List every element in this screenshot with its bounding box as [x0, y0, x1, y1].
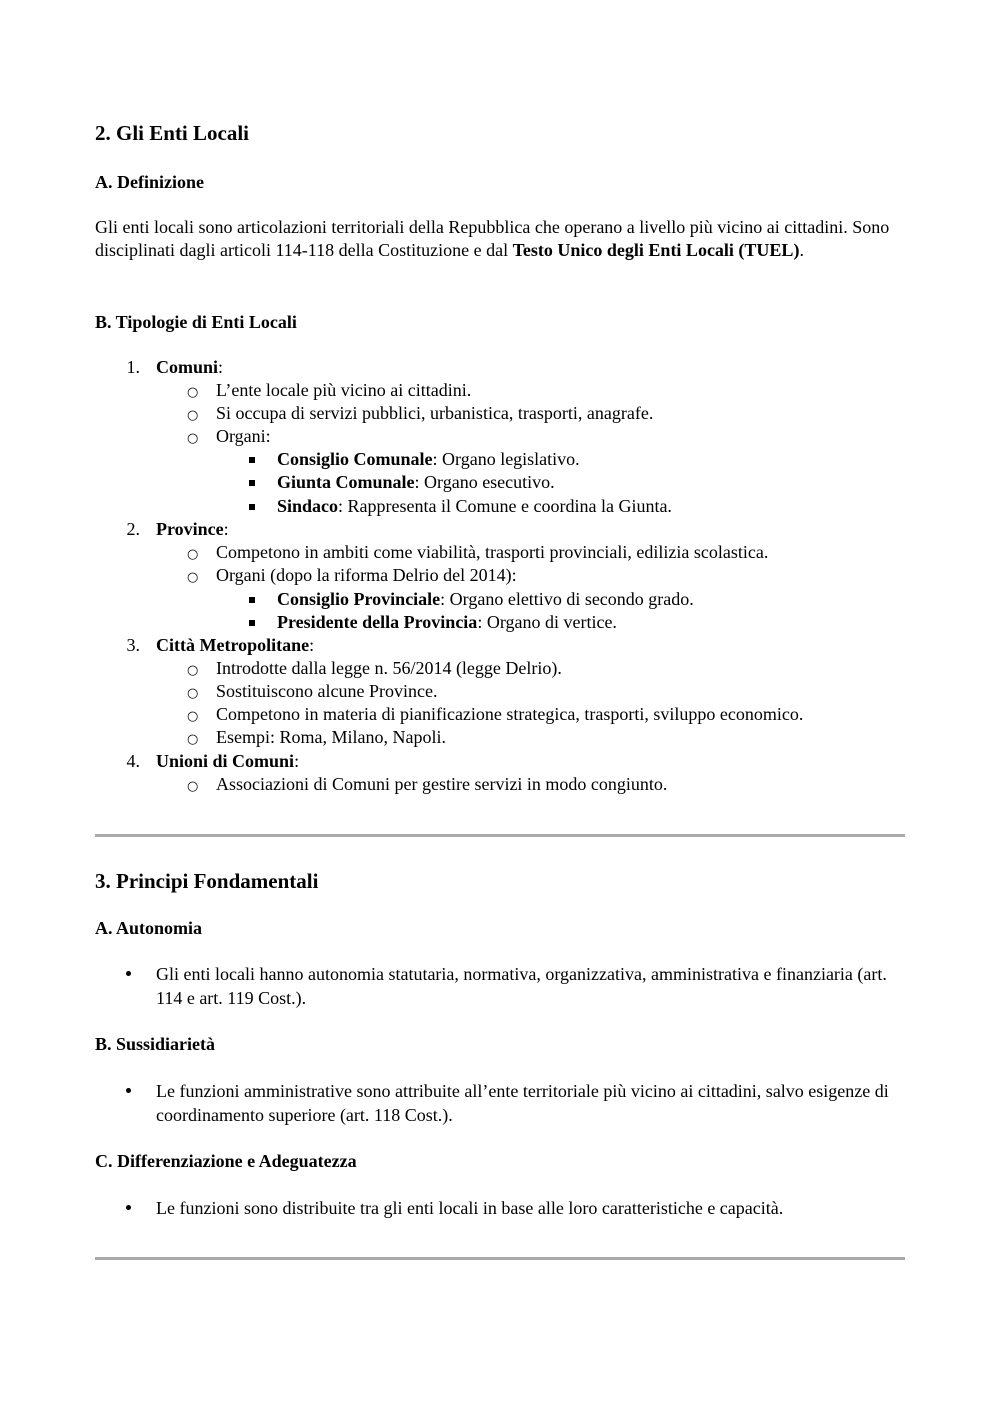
section-divider — [95, 1257, 905, 1260]
list-item-comuni — [156, 356, 223, 379]
list-number: 2. — [126, 519, 140, 539]
section-3-title: 3. Principi Fondamentali — [95, 869, 319, 893]
subsection-autonomia-title: A. Autonomia — [95, 918, 203, 938]
definition-paragraph — [95, 216, 905, 262]
type-name: Città Metropolitane — [156, 635, 310, 655]
square-bullet-icon — [249, 480, 255, 486]
colon: : — [294, 751, 300, 771]
square-bullet-icon — [249, 457, 255, 463]
subsection-differenziazione-title: C. Differenziazione e Adeguatezza — [95, 1151, 357, 1171]
list-subitem: Si occupa di servizi pubblici, urbanistica, trasporti, anagrafe. — [216, 403, 654, 423]
list-subitem: Esempi: Roma, Milano, Napoli. — [216, 727, 446, 747]
section-2-title: 2. Gli Enti Locali — [95, 121, 250, 145]
differenziazione-bullet-text: Le funzioni sono distribuite tra gli enti locali in base alle loro caratteristiche e capacità. — [156, 1198, 784, 1218]
organ-item — [277, 588, 694, 611]
circle-bullet-icon: ○ — [187, 385, 199, 400]
list-subitem: Competono in ambiti come viabilità, trasporti provinciali, edilizia scolastica. — [216, 542, 769, 562]
circle-bullet-icon: ○ — [187, 547, 199, 562]
list-subitem: Associazioni di Comuni per gestire servizi in modo congiunto. — [216, 774, 668, 794]
subsection-sussidiarieta-title: B. Sussidiarietà — [95, 1034, 216, 1054]
type-name: Province — [156, 519, 224, 539]
organ-desc: : Rappresenta il Comune e coordina la Giunta. — [338, 496, 672, 516]
organ-name: Giunta Comunale — [277, 472, 415, 492]
autonomia-bullet-text: Gli enti locali hanno autonomia statutaria, normativa, organizzativa, amministrativa e finanziaria (art. 114 e art. 119 Cost.). — [156, 964, 887, 1008]
circle-bullet-icon: ○ — [187, 663, 199, 678]
square-bullet-icon — [249, 597, 255, 603]
organ-name: Presidente della Provincia — [277, 612, 478, 632]
circle-bullet-icon: ○ — [187, 570, 199, 585]
definition-text: Gli enti locali sono articolazioni territoriali della Repubblica che operano a livello più vicino ai cittadini. Sono disciplinati dagli articoli 114-118 della Costituzione e dal — [95, 217, 890, 260]
list-number: 3. — [126, 635, 140, 655]
list-subitem: Organi: — [216, 426, 271, 446]
colon: : — [309, 635, 315, 655]
list-item-unioni-di-comuni — [156, 750, 299, 773]
bullet-dot-icon — [126, 1205, 131, 1210]
bullet-dot-icon — [126, 1088, 131, 1093]
square-bullet-icon — [249, 620, 255, 626]
organ-desc: : Organo legislativo. — [432, 449, 580, 469]
type-name: Comuni — [156, 357, 219, 377]
organ-desc: : Organo di vertice. — [477, 612, 617, 632]
organ-name: Sindaco — [277, 496, 339, 516]
organ-name: Consiglio Comunale — [277, 449, 433, 469]
colon: : — [218, 357, 224, 377]
list-subitem: L’ente locale più vicino ai cittadini. — [216, 380, 472, 400]
definition-text-end: . — [799, 240, 804, 260]
circle-bullet-icon: ○ — [187, 431, 199, 446]
organ-desc: : Organo elettivo di secondo grado. — [440, 589, 694, 609]
sussidiarieta-bullet-text: Le funzioni amministrative sono attribuite all’ente territoriale più vicino ai cittadini, salvo esigenze di coordinamento superiore (art. 118 Cost.). — [156, 1081, 889, 1125]
section-divider — [95, 834, 905, 837]
organ-desc: : Organo esecutivo. — [414, 472, 555, 492]
circle-bullet-icon: ○ — [187, 709, 199, 724]
bullet-dot-icon — [126, 971, 131, 976]
list-subitem: Sostituiscono alcune Province. — [216, 681, 438, 701]
list-subitem: Introdotte dalla legge n. 56/2014 (legge Delrio). — [216, 658, 562, 678]
type-name: Unioni di Comuni — [156, 751, 295, 771]
list-item-province — [156, 518, 229, 541]
organ-item — [277, 448, 580, 471]
organ-item — [277, 611, 617, 634]
list-item-citta-metropolitane — [156, 634, 314, 657]
circle-bullet-icon: ○ — [187, 408, 199, 423]
circle-bullet-icon: ○ — [187, 779, 199, 794]
list-subitem: Competono in materia di pianificazione strategica, trasporti, sviluppo economico. — [216, 704, 804, 724]
organ-name: Consiglio Provinciale — [277, 589, 441, 609]
list-number: 1. — [126, 357, 140, 377]
subsection-tipologie-title: B. Tipologie di Enti Locali — [95, 312, 297, 332]
list-number: 4. — [126, 751, 140, 771]
circle-bullet-icon: ○ — [187, 732, 199, 747]
subsection-definizione-title: A. Definizione — [95, 172, 204, 192]
list-subitem: Organi (dopo la riforma Delrio del 2014): — [216, 565, 517, 585]
colon: : — [223, 519, 229, 539]
definition-bold-tuel: Testo Unico degli Enti Locali (TUEL) — [512, 240, 800, 260]
organ-item — [277, 471, 555, 494]
circle-bullet-icon: ○ — [187, 686, 199, 701]
organ-item — [277, 495, 672, 518]
square-bullet-icon — [249, 504, 255, 510]
